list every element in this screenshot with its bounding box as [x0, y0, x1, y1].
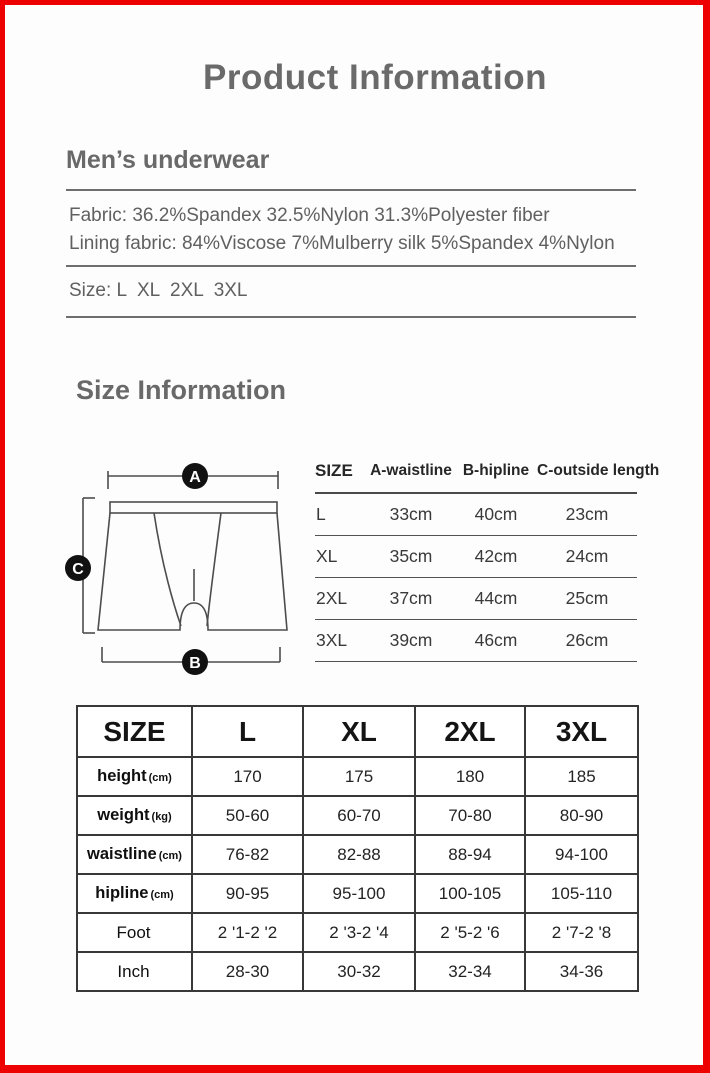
- column-header: SIZE: [77, 706, 192, 757]
- value-cell: 28-30: [192, 952, 303, 991]
- size-info-heading: Size Information: [76, 375, 287, 405]
- size-cell: 3XL: [315, 620, 367, 662]
- size-options-line: Size: L XL 2XL 3XL: [69, 280, 248, 301]
- hipline-cell: 40cm: [455, 493, 537, 536]
- size-chart-header-row: [77, 706, 638, 757]
- table-row: [77, 796, 638, 835]
- outside-length-cell: 23cm: [537, 493, 637, 536]
- value-cell: 94-100: [525, 835, 638, 874]
- value-cell: 105-110: [525, 874, 638, 913]
- table-row: [77, 952, 638, 991]
- value-cell: 70-80: [415, 796, 525, 835]
- waistline-cell: 37cm: [367, 578, 455, 620]
- column-header: 2XL: [415, 706, 525, 757]
- value-cell: 76-82: [192, 835, 303, 874]
- marker-b-label: B: [189, 655, 201, 672]
- table-row: [77, 913, 638, 952]
- column-header: SIZE: [315, 455, 367, 493]
- value-cell: 88-94: [415, 835, 525, 874]
- value-cell: 50-60: [192, 796, 303, 835]
- value-cell: 180: [415, 757, 525, 796]
- lining-fabric-line: Lining fabric: 84%Viscose 7%Mulberry silk 5%Spandex 4%Nylon: [69, 233, 615, 254]
- hipline-cell: 46cm: [455, 620, 537, 662]
- value-cell: 2 '3-2 '4: [303, 913, 415, 952]
- value-cell: 30-32: [303, 952, 415, 991]
- fabric-line: Fabric: 36.2%Spandex 32.5%Nylon 31.3%Polyester fiber: [69, 205, 550, 226]
- value-cell: 60-70: [303, 796, 415, 835]
- page-title: Product Information: [203, 58, 547, 97]
- marker-c-label: C: [72, 561, 84, 578]
- table-row: [315, 536, 637, 578]
- table-row: [315, 620, 637, 662]
- product-heading: Men’s underwear: [66, 146, 270, 174]
- outside-length-cell: 25cm: [537, 578, 637, 620]
- size-cell: L: [315, 493, 367, 536]
- value-cell: 175: [303, 757, 415, 796]
- waistline-cell: 39cm: [367, 620, 455, 662]
- table-row: [77, 874, 638, 913]
- underwear-measurement-diagram: [61, 451, 309, 675]
- column-header: L: [192, 706, 303, 757]
- column-header: C-outside length: [537, 455, 637, 493]
- dimension-a: [108, 463, 278, 489]
- outside-length-cell: 26cm: [537, 620, 637, 662]
- value-cell: 90-95: [192, 874, 303, 913]
- value-cell: 34-36: [525, 952, 638, 991]
- value-cell: 82-88: [303, 835, 415, 874]
- dimension-b: [102, 647, 280, 675]
- value-cell: 2 '7-2 '8: [525, 913, 638, 952]
- divider: [66, 189, 636, 191]
- table-row: [77, 757, 638, 796]
- divider: [66, 316, 636, 318]
- row-label: height (cm): [77, 757, 192, 796]
- row-label: Inch: [77, 952, 192, 991]
- value-cell: 2 '1-2 '2: [192, 913, 303, 952]
- row-label: weight (kg): [77, 796, 192, 835]
- size-cell: XL: [315, 536, 367, 578]
- value-cell: 170: [192, 757, 303, 796]
- value-cell: 32-34: [415, 952, 525, 991]
- table-row: [315, 578, 637, 620]
- row-label: waistline (cm): [77, 835, 192, 874]
- column-header: A-waistline: [367, 455, 455, 493]
- value-cell: 95-100: [303, 874, 415, 913]
- row-label: Foot: [77, 913, 192, 952]
- waistline-cell: 35cm: [367, 536, 455, 578]
- divider: [66, 265, 636, 267]
- size-chart-table: [76, 705, 639, 992]
- measurement-table-header-row: [315, 455, 637, 493]
- hipline-cell: 44cm: [455, 578, 537, 620]
- row-label: hipline (cm): [77, 874, 192, 913]
- waistline-cell: 33cm: [367, 493, 455, 536]
- hipline-cell: 42cm: [455, 536, 537, 578]
- boxer-outline: [98, 502, 287, 630]
- value-cell: 2 '5-2 '6: [415, 913, 525, 952]
- dimension-c: [65, 498, 95, 633]
- outside-length-cell: 24cm: [537, 536, 637, 578]
- column-header: B-hipline: [455, 455, 537, 493]
- size-cell: 2XL: [315, 578, 367, 620]
- measurement-table: [315, 455, 660, 662]
- value-cell: 185: [525, 757, 638, 796]
- column-header: XL: [303, 706, 415, 757]
- marker-a-label: A: [189, 469, 201, 486]
- value-cell: 80-90: [525, 796, 638, 835]
- value-cell: 100-105: [415, 874, 525, 913]
- table-row: [77, 835, 638, 874]
- table-row: [315, 493, 637, 536]
- column-header: 3XL: [525, 706, 638, 757]
